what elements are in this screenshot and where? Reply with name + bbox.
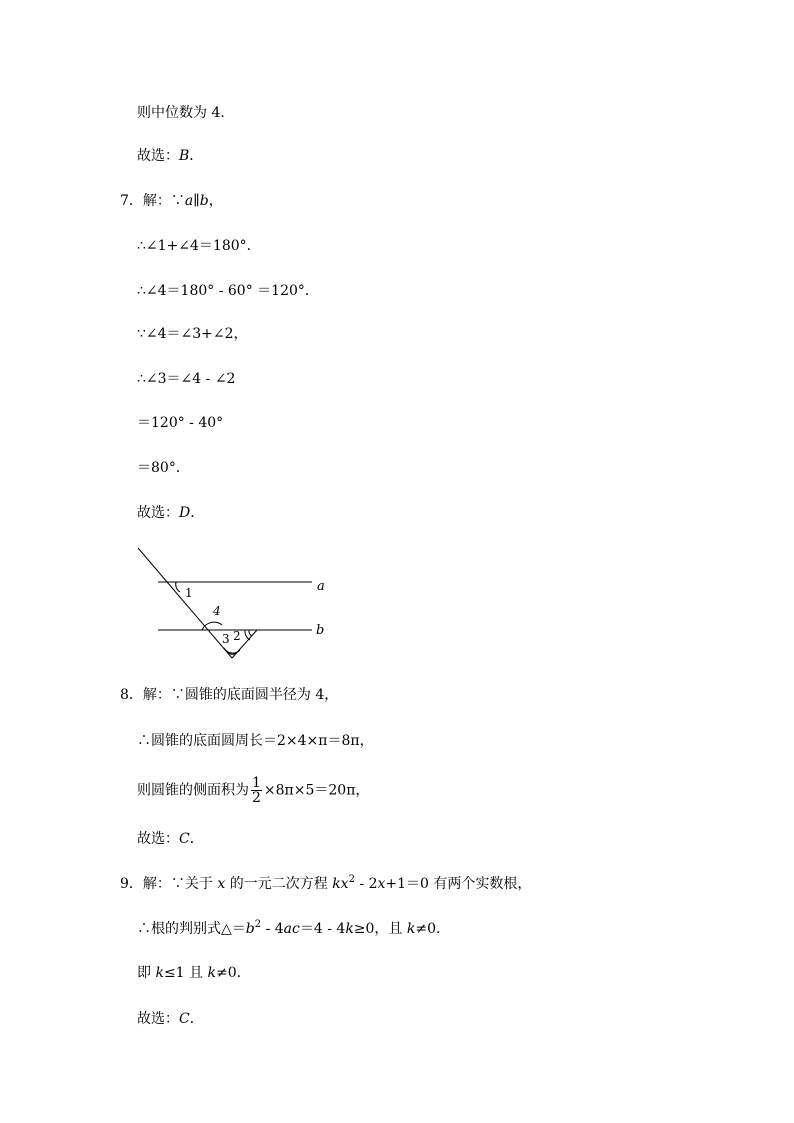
angle-1-arc (176, 582, 180, 592)
text-line: ∴∠4＝180° - 60° ＝120°． (137, 283, 319, 299)
text-line: 则中位数为 4． (137, 105, 235, 121)
question-7-header: 7．解：∵a∥b， (120, 193, 223, 209)
text-line: ＝120° - 40° (137, 415, 224, 431)
label-a: a (317, 579, 325, 594)
label-b: b (316, 623, 325, 638)
angle-3-label: 3 (222, 632, 230, 646)
angle-2-arc-inner (249, 630, 252, 636)
question-9-header: 9．解：∵关于 x 的一元二次方程 $kx^2 - 2x+1=0$ 有两个实数根， (120, 874, 532, 892)
angle-4-label: 4 (213, 604, 221, 618)
text-line-fraction: 则圆锥的侧面积为 $\frac{1}{2}$ ×8π×5＝20π， (137, 775, 370, 806)
answer-line: 故选：C． (137, 831, 204, 847)
angle-2-label: 2 (233, 629, 241, 643)
text-line: ∴∠1+∠4＝180°． (137, 238, 261, 254)
fraction: $\frac{1}{2}$ (252, 775, 261, 806)
text-line: ∴∠3＝∠4 - ∠2 (137, 371, 236, 387)
text-line: ∴根的判别式$\triangle=b^2 - 4ac=4 - 4k\ge 0$，且 k≠0． (137, 919, 451, 937)
answer-line: 故选：C． (137, 1011, 204, 1027)
text-line: 即 k≤1 且 k≠0． (137, 965, 251, 981)
angle-4-arc (202, 622, 222, 630)
angle-3-arc (224, 648, 240, 653)
angle-1-label: 1 (185, 586, 193, 600)
text-line: ＝80°． (137, 460, 190, 476)
question-8-header: 8．解：∵圆锥的底面圆半径为 4， (120, 687, 339, 703)
text-line: ∴圆锥的底面圆周长＝2×4×π＝8π， (137, 733, 374, 749)
answer-line: 故选：D． (137, 505, 205, 521)
parallel-lines-figure (130, 540, 340, 665)
transversal (138, 548, 232, 658)
answer-line: 故选：B． (137, 148, 204, 164)
text-line: ∵∠4＝∠3+∠2， (137, 326, 248, 342)
